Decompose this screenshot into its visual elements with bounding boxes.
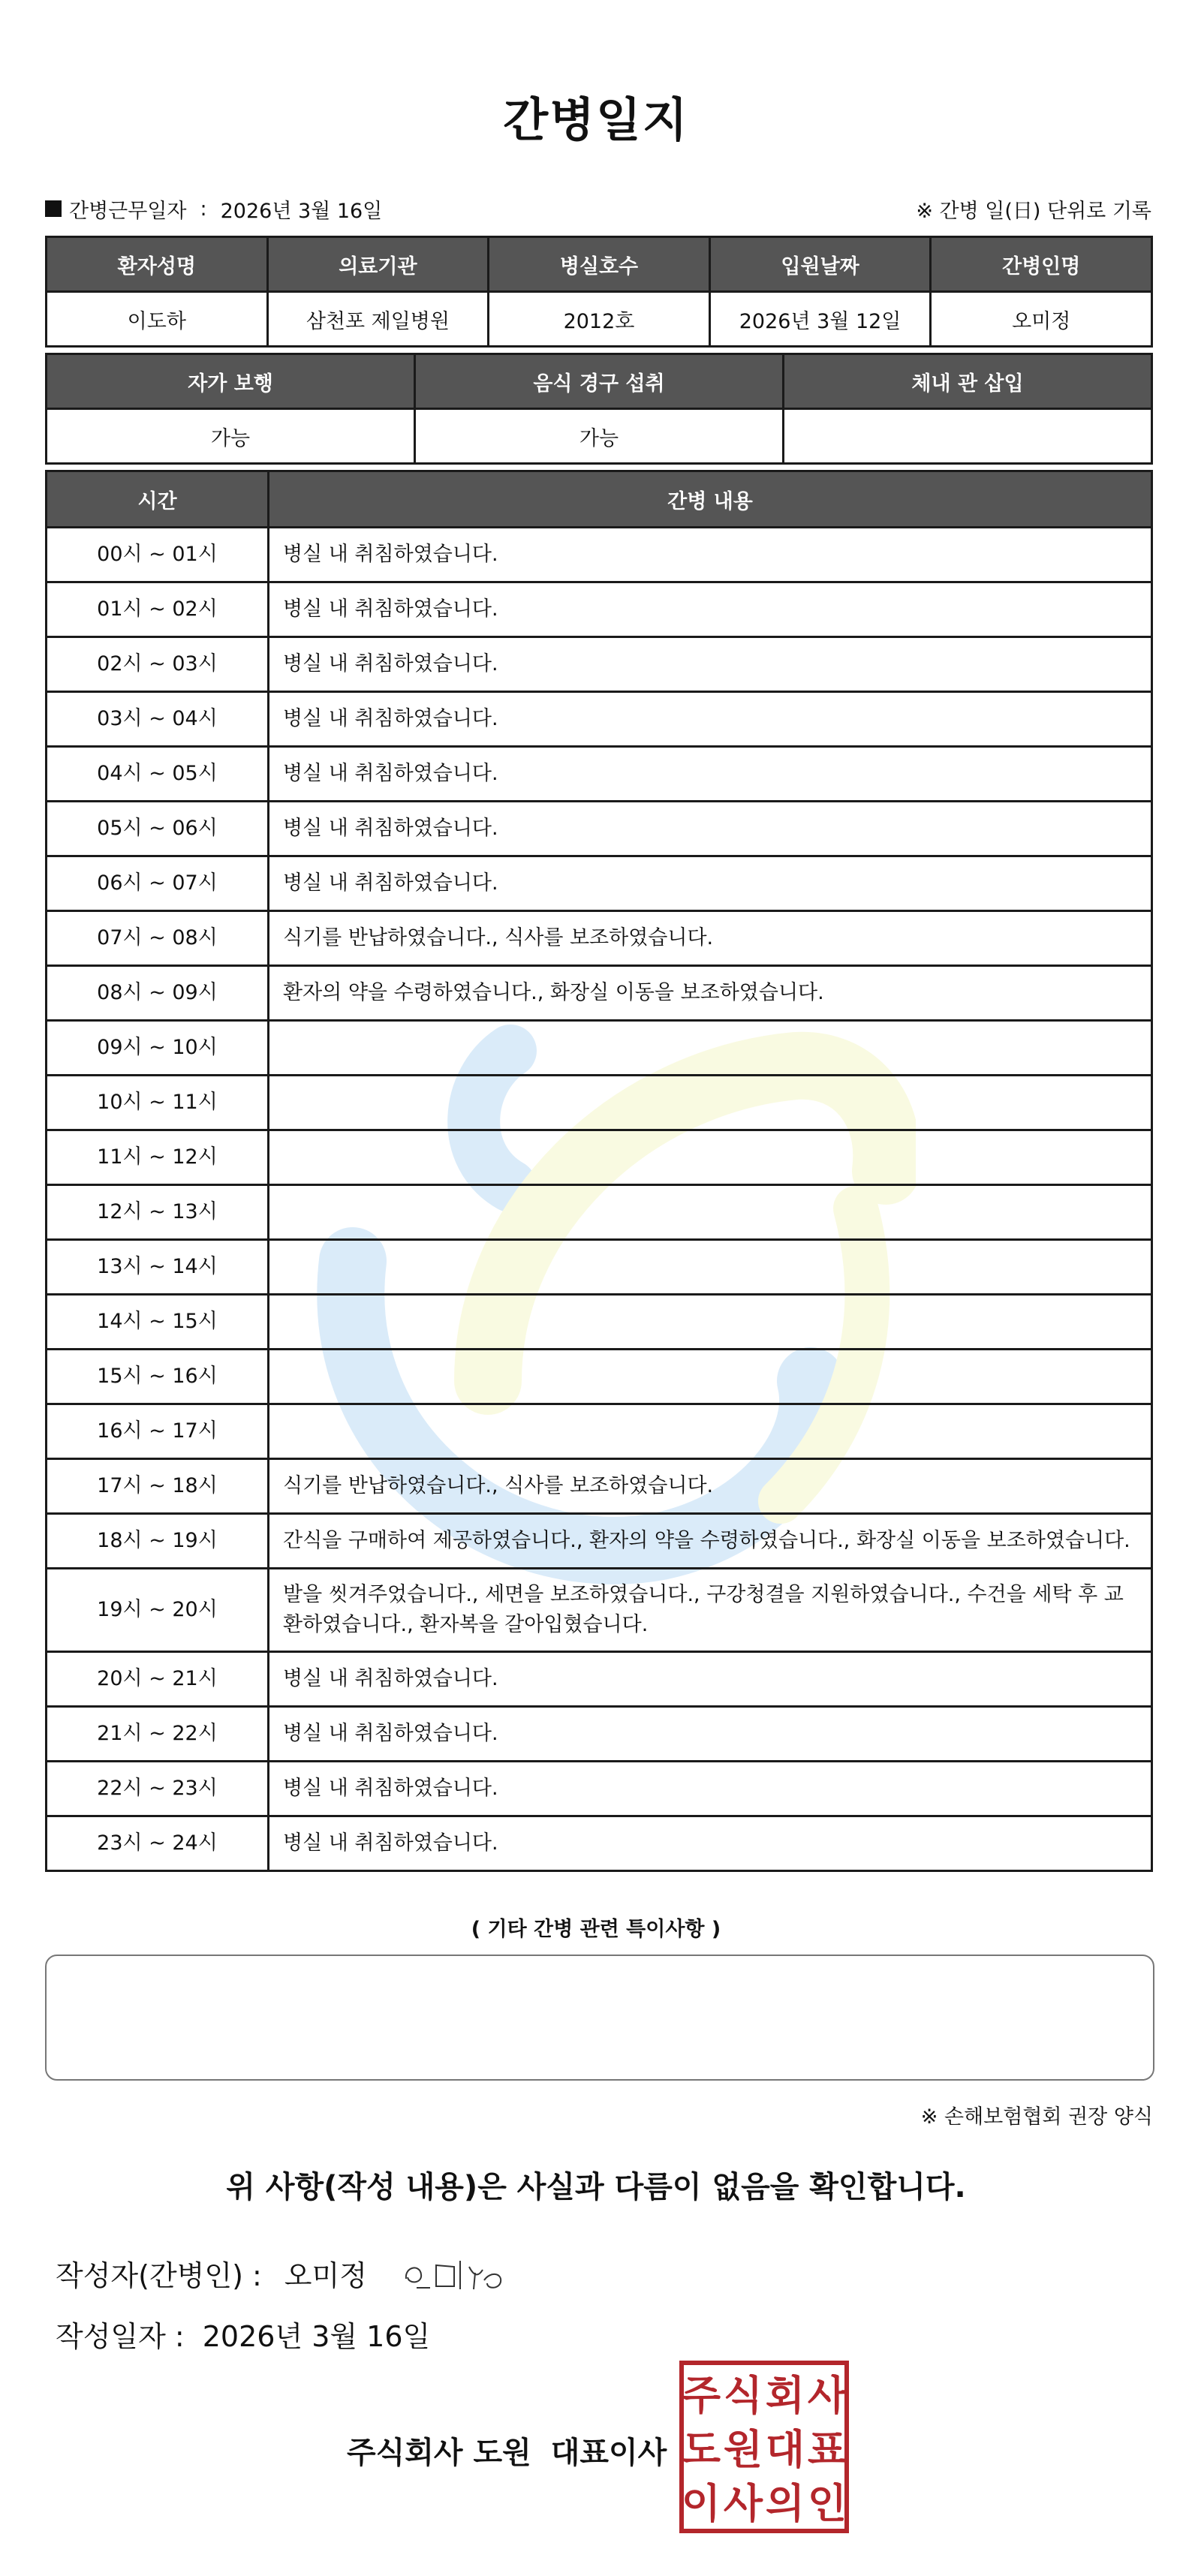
care-log-row (47, 747, 1152, 802)
log-content: 병실 내 취침하였습니다. (269, 1707, 1152, 1762)
header-self-walking: 자가 보행 (47, 354, 415, 409)
form-source-note: ※ 손해보험협회 권장 양식 (920, 2105, 1153, 2129)
log-content (269, 1130, 1152, 1185)
care-log-row (47, 1130, 1152, 1185)
care-log-row (47, 1404, 1152, 1459)
care-log-row (47, 802, 1152, 856)
header-caregiver-name: 간병인명 (931, 237, 1152, 292)
log-content: 병실 내 취침하였습니다. (269, 637, 1152, 692)
svg-text:사: 사 (723, 2480, 763, 2527)
caregiver-name: 오미정 (931, 292, 1152, 347)
log-time: 18시 ~ 19시 (47, 1514, 269, 1569)
written-date-label: 작성일자 : (56, 2320, 185, 2353)
log-time: 11시 ~ 12시 (47, 1130, 269, 1185)
admission-date: 2026년 3월 12일 (709, 292, 931, 347)
care-log-row (47, 582, 1152, 637)
log-time: 20시 ~ 21시 (47, 1652, 269, 1707)
care-log-body (47, 528, 1152, 1871)
meta-row (45, 194, 1151, 224)
room-number: 2012호 (489, 292, 710, 347)
work-date-separator: : (200, 197, 207, 221)
writer-label: 작성자(간병인) : (56, 2259, 262, 2292)
log-time: 00시 ~ 01시 (47, 528, 269, 582)
log-content (269, 1076, 1152, 1130)
care-log-row (47, 528, 1152, 582)
log-time: 10시 ~ 11시 (47, 1076, 269, 1130)
log-content: 병실 내 취침하였습니다. (269, 802, 1152, 856)
care-log-row (47, 1459, 1152, 1514)
log-time: 13시 ~ 14시 (47, 1240, 269, 1295)
log-time: 23시 ~ 24시 (47, 1816, 269, 1871)
log-content: 병실 내 취침하였습니다. (269, 582, 1152, 637)
log-content (269, 1240, 1152, 1295)
care-log-row (47, 856, 1152, 911)
log-time: 12시 ~ 13시 (47, 1185, 269, 1240)
log-content (269, 1021, 1152, 1076)
log-content: 병실 내 취침하였습니다. (269, 1762, 1152, 1816)
log-content: 병실 내 취침하였습니다. (269, 856, 1152, 911)
log-time: 14시 ~ 15시 (47, 1295, 269, 1350)
svg-text:인: 인 (807, 2480, 847, 2527)
log-content: 병실 내 취침하였습니다. (269, 1816, 1152, 1871)
patient-status-value-row (47, 409, 1152, 464)
log-time: 21시 ~ 22시 (47, 1707, 269, 1762)
log-time: 19시 ~ 20시 (47, 1569, 269, 1652)
header-tube-insertion: 체내 관 삽입 (784, 354, 1152, 409)
log-time: 07시 ~ 08시 (47, 911, 269, 966)
log-content: 식기를 반납하였습니다., 식사를 보조하였습니다. (269, 1459, 1152, 1514)
work-date-label: 간병근무일자 (69, 199, 187, 223)
self-walking-value: 가능 (47, 409, 415, 464)
care-log-row (47, 1350, 1152, 1404)
care-log-row (47, 1295, 1152, 1350)
svg-text:주: 주 (681, 2372, 721, 2419)
writer-line (56, 2250, 513, 2295)
care-log-row (47, 1569, 1152, 1652)
written-date-value: 2026년 3월 16일 (202, 2320, 431, 2353)
care-log-row (47, 1816, 1152, 1871)
header-hospital: 의료기관 (267, 237, 489, 292)
log-time: 22시 ~ 23시 (47, 1762, 269, 1816)
patient-info-table (45, 236, 1153, 348)
handwritten-signature-icon (400, 2250, 513, 2295)
svg-text:이: 이 (681, 2480, 721, 2527)
svg-text:식: 식 (723, 2372, 763, 2419)
patient-info-value-row (47, 292, 1152, 347)
care-log-row (47, 1076, 1152, 1130)
svg-text:원: 원 (723, 2426, 763, 2473)
log-time: 02시 ~ 03시 (47, 637, 269, 692)
svg-text:표: 표 (807, 2426, 847, 2473)
patient-info-header-row (47, 237, 1152, 292)
header-time: 시간 (47, 471, 269, 528)
care-log-row (47, 1652, 1152, 1707)
care-log-row (47, 1185, 1152, 1240)
company-signature-line (347, 2429, 667, 2472)
header-oral-intake: 음식 경구 섭취 (415, 354, 784, 409)
log-time: 15시 ~ 16시 (47, 1350, 269, 1404)
care-log-row (47, 966, 1152, 1021)
written-date-line (56, 2313, 430, 2355)
log-content: 병실 내 취침하였습니다. (269, 1652, 1152, 1707)
care-log-row (47, 911, 1152, 966)
svg-text:대: 대 (765, 2426, 805, 2473)
log-content (269, 1185, 1152, 1240)
square-bullet-icon (45, 200, 62, 217)
care-log-row (47, 637, 1152, 692)
hospital-name: 삼천포 제일병원 (267, 292, 489, 347)
log-content (269, 1350, 1152, 1404)
log-content: 발을 씻겨주었습니다., 세면을 보조하였습니다., 구강청결을 지원하였습니다., 수건을 세탁 후 교환하였습니다., 환자복을 갈아입혔습니다. (269, 1569, 1152, 1652)
svg-text:도: 도 (681, 2426, 721, 2473)
header-care-content: 간병 내용 (269, 471, 1152, 528)
company-seal-icon (679, 2360, 850, 2534)
log-time: 17시 ~ 18시 (47, 1459, 269, 1514)
company-name: 주식회사 도원 (347, 2436, 531, 2470)
log-time: 16시 ~ 17시 (47, 1404, 269, 1459)
oral-intake-value: 가능 (415, 409, 784, 464)
tube-insertion-value (784, 409, 1152, 464)
patient-name: 이도하 (47, 292, 268, 347)
log-time: 06시 ~ 07시 (47, 856, 269, 911)
log-time: 08시 ~ 09시 (47, 966, 269, 1021)
log-time: 04시 ~ 05시 (47, 747, 269, 802)
special-notes-box (45, 1955, 1154, 2081)
work-date-value: 2026년 3월 16일 (220, 199, 383, 223)
log-content: 식기를 반납하였습니다., 식사를 보조하였습니다. (269, 911, 1152, 966)
record-unit-note: ※ 간병 일(日) 단위로 기록 (916, 199, 1151, 223)
patient-status-table (45, 353, 1153, 465)
document-title: 간병일지 (503, 92, 689, 147)
work-date (45, 194, 382, 224)
care-log-row (47, 1762, 1152, 1816)
confirmation-statement: 위 사항(작성 내용)은 사실과 다름이 없음을 확인합니다. (226, 2170, 966, 2204)
care-log-row (47, 1707, 1152, 1762)
header-room-number: 병실호수 (489, 237, 710, 292)
log-content: 환자의 약을 수령하였습니다., 화장실 이동을 보조하였습니다. (269, 966, 1152, 1021)
svg-text:사: 사 (807, 2372, 847, 2419)
log-content: 병실 내 취침하였습니다. (269, 692, 1152, 747)
log-time: 03시 ~ 04시 (47, 692, 269, 747)
log-content: 병실 내 취침하였습니다. (269, 528, 1152, 582)
log-time: 05시 ~ 06시 (47, 802, 269, 856)
care-log-header-row (47, 471, 1152, 528)
care-log-row (47, 1514, 1152, 1569)
log-time: 01시 ~ 02시 (47, 582, 269, 637)
svg-text:의: 의 (765, 2480, 805, 2527)
log-content (269, 1295, 1152, 1350)
log-content (269, 1404, 1152, 1459)
care-log-row (47, 692, 1152, 747)
care-log-row (47, 1021, 1152, 1076)
header-admission-date: 입원날짜 (709, 237, 931, 292)
log-content: 병실 내 취침하였습니다. (269, 747, 1152, 802)
svg-text:회: 회 (765, 2372, 805, 2419)
care-log-row (47, 1240, 1152, 1295)
log-time: 09시 ~ 10시 (47, 1021, 269, 1076)
representative-title: 대표이사 (550, 2436, 667, 2470)
header-patient-name: 환자성명 (47, 237, 268, 292)
writer-name: 오미정 (284, 2259, 367, 2292)
special-notes-title: ( 기타 간병 관련 특이사항 ) (471, 1918, 721, 1941)
log-content: 간식을 구매하여 제공하였습니다., 환자의 약을 수령하였습니다., 화장실 이동을 보조하였습니다. (269, 1514, 1152, 1569)
care-log-table (45, 470, 1153, 1872)
patient-status-header-row (47, 354, 1152, 409)
